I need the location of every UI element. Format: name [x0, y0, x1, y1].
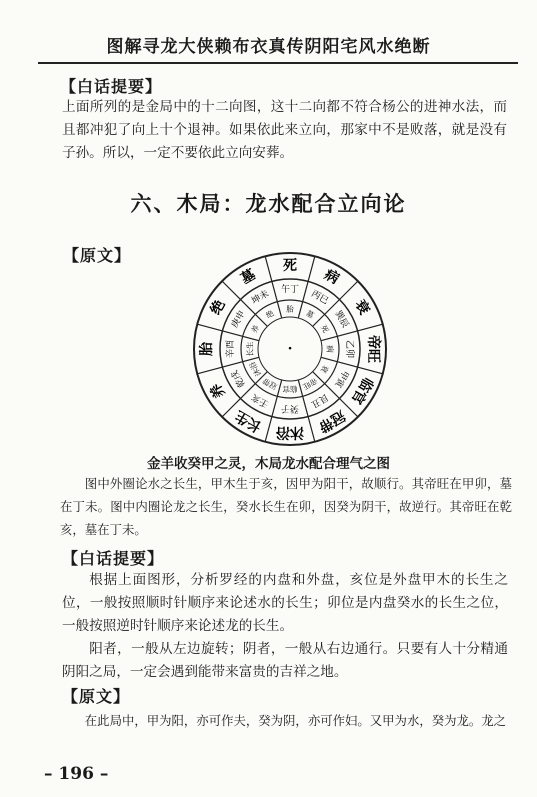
outer-ring-label: 死	[283, 258, 297, 274]
inner-ring-label: 养	[249, 323, 262, 335]
inner-ring-label: 冠带	[261, 375, 279, 392]
diagram-spoke	[222, 281, 267, 326]
outer-ring-label: 沐浴	[276, 424, 304, 440]
original-text-body: 在此局中，甲为阳，亦可作夫，癸为阴，亦可作妇。又甲为水，癸为龙。龙之	[84, 713, 507, 728]
diagram-spoke	[264, 256, 282, 321]
outer-ring-label: 绝	[207, 297, 229, 318]
middle-ring-label: 甲寅	[332, 368, 350, 389]
outer-ring-label: 衰	[351, 297, 373, 318]
middle-ring-label: 午丁	[280, 285, 300, 295]
plain-summary-text-2b: 阳者，一般从左边旋转；阴者，一般从右边通行。只要有人十分精通阴阳之局，一定会遇到能带来富贵的吉祥之地。	[62, 641, 508, 680]
inner-ring-label: 墓	[304, 308, 316, 321]
middle-ring-label: 坤未	[250, 289, 271, 307]
diagram-spoke	[298, 256, 315, 318]
plain-summary-tag-1: 【白话提要】	[60, 77, 163, 96]
middle-ring-label: 癸子	[280, 403, 300, 413]
outer-ring-label: 临官	[347, 374, 376, 407]
outer-ring-label: 墓	[238, 266, 259, 288]
diagram-spoke	[313, 281, 358, 326]
center-dot: ·	[287, 341, 293, 357]
middle-ring-label: 乙卯	[344, 339, 354, 359]
original-text-tag-2: 【原文】	[62, 687, 131, 706]
outer-ring-label: 帝旺	[365, 335, 381, 363]
middle-ring-label: 巽辰	[332, 309, 350, 330]
middle-ring-label: 艮丑	[309, 391, 330, 409]
outer-ring-label: 长生	[232, 406, 265, 435]
header-divider	[38, 62, 518, 64]
middle-ring-label: 辛酉	[226, 339, 236, 359]
inner-ring-label: 衰	[318, 363, 331, 375]
middle-ring-label: 庚申	[230, 309, 248, 330]
plain-summary-tag-2: 【白话提要】	[62, 549, 165, 568]
diagram-caption: 金羊收癸甲之灵，木局龙水配合理气之图	[147, 456, 390, 472]
original-text-tag-1: 【原文】	[63, 246, 132, 265]
plain-summary-text-1: 上面所列的是金局中的十二向图，这十二向都不符合杨公的进神水法，而且都冲犯了向上十个退神。如果依此来立向，那家中不是败落，就是没有子孙。所以，一定不要依此立向安葬。	[62, 99, 507, 161]
running-header: 图解寻龙大侠赖布衣真传阴阳宅风水绝断	[106, 37, 431, 57]
diagram-spoke	[197, 324, 259, 341]
compass-diagram	[191, 250, 389, 448]
inner-ring-label: 死	[318, 323, 331, 335]
middle-ring-label: 乾戌	[230, 368, 248, 389]
diagram-annotation: 图中外圈论水之长生，甲木生于亥，因甲为阳干，故顺行。其帝旺在甲卯，墓在丁未。图中内圈论龙之长生，癸水长生在卯，因癸为阴干，故逆行。其帝旺在乾亥，墓在丁未。	[60, 476, 512, 537]
inner-ring-label: 临官	[282, 384, 298, 394]
page-number: – 196 –	[44, 764, 109, 784]
inner-ring-label: 帝旺	[301, 375, 319, 392]
middle-ring-label: 壬亥	[250, 391, 271, 409]
outer-ring-label: 胎	[199, 342, 215, 356]
inner-ring-label: 胎	[286, 304, 294, 314]
inner-ring-label: 病	[325, 345, 335, 353]
inner-ring-label: 绝	[264, 308, 276, 321]
inner-ring-label: 沐浴	[247, 360, 264, 378]
outer-ring-label: 养	[207, 380, 229, 401]
inner-ring-label: 长生	[245, 341, 255, 357]
middle-ring-label: 丙巳	[309, 289, 330, 307]
outer-ring-label: 病	[321, 266, 342, 288]
plain-summary-text-2a: 根据上面图形，分析罗经的内盘和外盘，亥位是外盘甲木的长生之位，一般按照顺时针顺序来论述水的长生；卯位是内盘癸水的长生之位，一般按照逆时针顺序来论述龙的长生。	[62, 572, 508, 634]
outer-ring-label: 冠带	[315, 406, 348, 435]
section-title: 六、木局：龙水配合立向论	[130, 192, 407, 216]
